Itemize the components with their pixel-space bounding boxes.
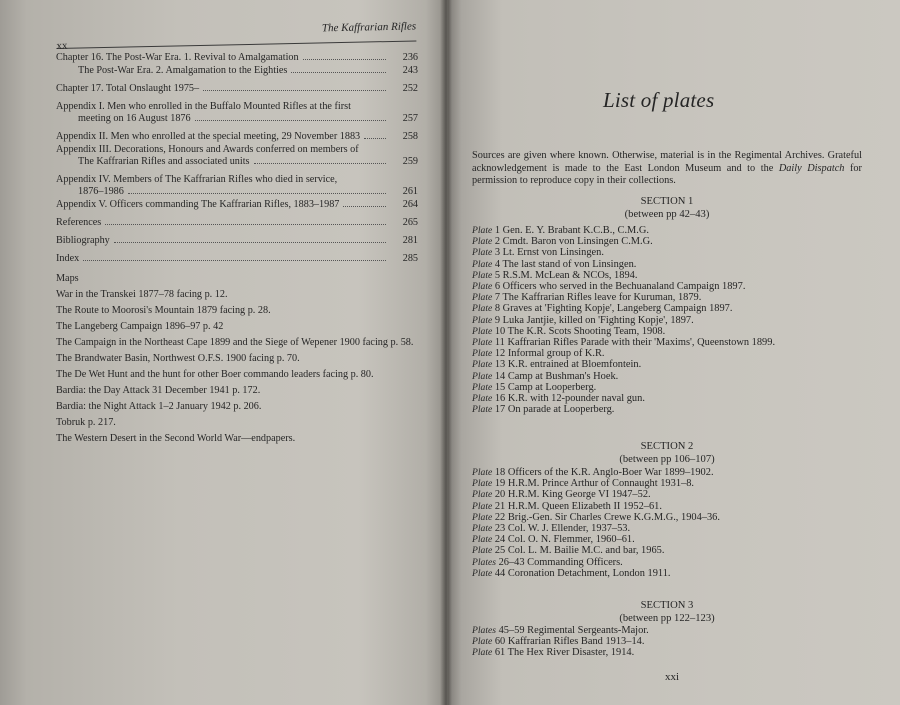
plate-description: 11 Kaffrarian Rifles Parade with their 'Maxims', Queenstown 1899. — [494, 337, 776, 349]
section-heading — [472, 440, 862, 466]
toc-line — [56, 131, 418, 143]
toc-entry — [56, 174, 418, 198]
plate-entry — [472, 326, 872, 337]
plate-entry — [472, 382, 872, 393]
toc-line — [56, 83, 418, 95]
plate-description: 44 Coronation Detachment, London 1911. — [494, 567, 671, 579]
plate-description: 3 Lt. Ernst von Linsingen. — [494, 247, 604, 259]
plate-label: Plate — [472, 269, 493, 281]
plate-label: Plate — [472, 381, 493, 393]
section-title: SECTION 2 — [640, 441, 694, 452]
plate-entry — [472, 247, 872, 258]
plate-entry — [472, 545, 872, 556]
plate-entry — [472, 337, 872, 348]
plate-description: 13 K.R. entrained at Bloemfontein. — [494, 359, 642, 371]
toc-line — [56, 186, 418, 198]
map-item: Bardia: the Night Attack 1–2 January 1942 p. 206. — [56, 401, 262, 412]
plate-description: 24 Col. O. N. Flemmer, 1960–61. — [494, 534, 635, 546]
plate-label: Plate — [472, 281, 493, 293]
plate-description: 23 Col. W. J. Ellender, 1937–53. — [494, 523, 631, 535]
dot-leader — [105, 224, 386, 225]
map-item: The Campaign in the Northeast Cape 1899 and the Siege of Wepener 1900 facing p. 58. — [56, 337, 414, 348]
plate-label: Plate — [472, 370, 493, 382]
plate-description: 25 Col. L. M. Bailie M.C. and bar, 1965. — [494, 545, 665, 557]
plate-description: 2 Cmdt. Baron von Linsingen C.M.G. — [494, 236, 653, 248]
toc-line — [56, 253, 418, 265]
book-gutter — [440, 0, 452, 705]
dot-leader — [343, 206, 386, 207]
plate-description: 5 R.S.M. McLean & NCOs, 1894. — [494, 269, 638, 281]
plate-description: 45–59 Regimental Sergeants-Major. — [498, 625, 649, 636]
toc-entry — [56, 131, 418, 143]
toc-page-number: 285 — [402, 253, 418, 264]
map-item: Bardia: the Day Attack 31 December 1941 p. 172. — [56, 385, 261, 396]
plates-title: List of plates — [603, 88, 715, 112]
toc-line — [56, 217, 418, 229]
toc-text: Chapter 16. The Post-War Era. 1. Revival to Amalgamation — [56, 52, 299, 63]
dot-leader — [364, 138, 386, 139]
plate-entry — [472, 315, 872, 326]
dot-leader — [254, 163, 386, 164]
dot-leader — [203, 90, 386, 91]
folio-left: xx — [56, 39, 68, 52]
newspaper-name: Daily Dispatch — [778, 162, 845, 174]
maps-heading: Maps — [56, 273, 79, 284]
sources-paragraph: Sources are given where known. Otherwise, material is in the Regimental Archives. Grateful acknowledgement is made to the East London Museum and to the Daily Dispatch for permission to reproduce copy in their collections. — [472, 150, 862, 186]
map-item: The De Wet Hunt and the hunt for other Boer commando leaders facing p. 80. — [56, 369, 374, 380]
plate-description: 21 H.R.M. Queen Elizabeth II 1952–61. — [494, 500, 662, 512]
plate-entry — [472, 404, 872, 415]
plate-entry — [472, 501, 872, 512]
plate-list — [472, 467, 872, 579]
map-item: The Route to Moorosi's Mountain 1879 facing p. 28. — [56, 305, 271, 316]
plate-entry — [472, 534, 872, 545]
map-item: The Western Desert in the Second World War—endpapers. — [56, 433, 296, 444]
plate-entry — [472, 568, 872, 579]
plate-description: 20 H.R.M. King George VI 1947–52. — [494, 489, 651, 501]
plate-entry — [472, 270, 872, 281]
plate-label: Plate — [472, 489, 493, 501]
plate-entry — [472, 292, 872, 303]
toc-page-number: 264 — [402, 199, 418, 210]
toc-line — [56, 65, 418, 77]
plate-description: 18 Officers of the K.R. Anglo-Boer War 1899–1902. — [494, 467, 714, 478]
dot-leader — [291, 72, 386, 73]
plate-description: 7 The Kaffrarian Rifles leave for Kuruman, 1879. — [494, 292, 702, 304]
plate-label: Plate — [472, 636, 493, 648]
plate-label: Plates — [472, 556, 496, 568]
toc-text: Appendix V. Officers commanding The Kaffrarian Rifles, 1883–1987 — [56, 199, 340, 210]
table-of-contents — [56, 52, 418, 449]
toc-line — [56, 156, 418, 168]
plate-label: Plate — [472, 236, 493, 248]
plate-label: Plate — [472, 258, 493, 270]
toc-entry — [56, 144, 418, 168]
dot-leader — [128, 193, 386, 194]
running-title: The Kaffrarian Rifles — [321, 20, 417, 35]
plate-description: 12 Informal group of K.R. — [494, 348, 605, 360]
section-page-range: (between pp 42–43) — [624, 209, 710, 220]
toc-entry — [56, 235, 418, 247]
section-page-range: (between pp 106–107) — [619, 454, 715, 465]
section-page-range: (between pp 122–123) — [619, 613, 715, 624]
plate-entry — [472, 489, 872, 500]
toc-text: Appendix IV. Members of The Kaffrarian Rifles who died in service, — [56, 174, 338, 185]
toc-line — [56, 144, 390, 156]
toc-entry — [56, 217, 418, 229]
plate-description: 4 The last stand of von Linsingen. — [494, 258, 637, 270]
toc-line — [56, 101, 390, 113]
plate-description: 8 Graves at 'Fighting Kopje', Langeberg Campaign 1897. — [494, 303, 733, 315]
toc-text: References — [56, 217, 102, 228]
plate-entry — [472, 236, 872, 247]
plate-description: 1 Gen. E. Y. Brabant K.C.B., C.M.G. — [494, 225, 649, 236]
plate-entry — [472, 393, 872, 404]
plate-label: Plate — [472, 511, 493, 523]
plate-entry — [472, 359, 872, 370]
toc-line — [56, 113, 418, 125]
plate-label: Plate — [472, 404, 493, 416]
plate-label: Plate — [472, 393, 493, 405]
toc-page-number: 236 — [402, 52, 418, 63]
toc-page-number: 265 — [402, 217, 418, 228]
section-title: SECTION 1 — [640, 196, 694, 207]
plate-description: 6 Officers who served in the Bechuanaland Campaign 1897. — [494, 281, 746, 293]
plate-entry — [472, 225, 872, 236]
plate-label: Plate — [472, 534, 493, 546]
plate-entry — [472, 647, 872, 658]
plate-entry — [472, 636, 872, 647]
plate-label: Plate — [472, 359, 493, 371]
plate-entry — [472, 371, 872, 382]
map-item: War in the Transkei 1877–78 facing p. 12. — [56, 289, 228, 300]
plate-description: 22 Brig.-Gen. Sir Charles Crewe K.G.M.G., 1904–36. — [494, 511, 720, 523]
plate-list — [472, 625, 872, 659]
running-head — [56, 18, 417, 52]
plate-label: Plate — [472, 567, 493, 579]
dot-leader — [83, 260, 386, 261]
plate-label: Plate — [472, 545, 493, 557]
toc-text: Appendix I. Men who enrolled in the Buffalo Mounted Rifles at the first — [56, 101, 351, 112]
plate-label: Plate — [472, 500, 493, 512]
plate-label: Plate — [472, 348, 493, 360]
plate-label: Plate — [472, 647, 493, 659]
plate-description: 10 The K.R. Scots Shooting Team, 1908. — [494, 325, 666, 337]
plate-description: 19 H.R.M. Prince Arthur of Connaught 1931–8. — [494, 478, 695, 490]
plate-entry — [472, 625, 872, 636]
plate-label: Plate — [472, 303, 493, 315]
plate-description: 60 Kaffrarian Rifles Band 1913–14. — [494, 636, 645, 648]
toc-line — [56, 235, 418, 247]
dot-leader — [303, 59, 386, 60]
plate-label: Plate — [472, 467, 493, 478]
plate-entry — [472, 348, 872, 359]
toc-entry — [56, 83, 418, 95]
toc-entry — [56, 253, 418, 265]
plate-entry — [472, 557, 872, 568]
toc-page-number: 243 — [402, 65, 418, 76]
toc-page-number: 259 — [402, 156, 418, 167]
plate-label: Plate — [472, 523, 493, 535]
map-item: The Brandwater Basin, Northwest O.F.S. 1900 facing p. 70. — [56, 353, 300, 364]
plate-label: Plates — [472, 625, 496, 636]
plate-entry — [472, 259, 872, 270]
toc-page-number: 252 — [402, 83, 418, 94]
toc-text: 1876–1986 — [78, 186, 124, 197]
plate-entry — [472, 478, 872, 489]
toc-page-number: 257 — [402, 113, 418, 124]
toc-entry — [56, 101, 418, 125]
toc-page-number: 261 — [402, 186, 418, 197]
toc-text: The Kaffrarian Rifles and associated units — [78, 156, 250, 167]
dot-leader — [114, 242, 386, 243]
section-title: SECTION 3 — [640, 600, 694, 611]
plate-list — [472, 225, 872, 415]
toc-page-number: 281 — [402, 235, 418, 246]
toc-text: Index — [56, 253, 80, 264]
plate-description: 26–43 Commanding Officers. — [498, 556, 623, 568]
plate-description: 15 Camp at Looperberg. — [494, 381, 597, 393]
plate-entry — [472, 523, 872, 534]
toc-page-number: 258 — [402, 131, 418, 142]
toc-text: Appendix II. Men who enrolled at the special meeting, 29 November 1883 — [56, 131, 361, 142]
plate-description: 61 The Hex River Disaster, 1914. — [494, 647, 635, 659]
toc-line — [56, 174, 390, 186]
toc-entry — [56, 199, 418, 211]
plate-entry — [472, 512, 872, 523]
section-heading — [472, 599, 862, 625]
toc-line — [56, 199, 418, 211]
map-item: Tobruk p. 217. — [56, 417, 116, 428]
toc-text: The Post-War Era. 2. Amalgamation to the Eighties — [78, 65, 288, 76]
plate-label: Plate — [472, 225, 493, 236]
map-item: The Langeberg Campaign 1896–97 p. 42 — [56, 321, 224, 332]
plate-description: 17 On parade at Looperberg. — [494, 404, 615, 416]
plate-label: Plate — [472, 247, 493, 259]
toc-line — [56, 52, 418, 64]
plate-label: Plate — [472, 478, 493, 490]
dot-leader — [195, 120, 386, 121]
right-page — [448, 0, 900, 705]
plate-label: Plate — [472, 325, 493, 337]
toc-text: Chapter 17. Total Onslaught 1975– — [56, 83, 200, 94]
plate-label: Plate — [472, 337, 493, 349]
section-heading — [472, 195, 862, 221]
folio-right: xxi — [665, 671, 680, 683]
plate-label: Plate — [472, 292, 493, 304]
toc-text: Appendix III. Decorations, Honours and Awards conferred on members of — [56, 144, 359, 155]
plate-label: Plate — [472, 314, 493, 326]
plate-entry — [472, 303, 872, 314]
plate-entry — [472, 281, 872, 292]
plate-description: 14 Camp at Bushman's Hoek. — [494, 370, 619, 382]
plate-description: 9 Luka Jantjie, killed on 'Fighting Kopje', 1897. — [494, 314, 694, 326]
plate-entry — [472, 467, 872, 478]
toc-entry — [56, 52, 418, 64]
plate-description: 16 K.R. with 12-pounder naval gun. — [494, 393, 645, 405]
toc-entry — [56, 65, 418, 77]
toc-text: Bibliography — [56, 235, 110, 246]
left-page — [0, 0, 448, 705]
toc-text: meeting on 16 August 1876 — [78, 113, 191, 124]
